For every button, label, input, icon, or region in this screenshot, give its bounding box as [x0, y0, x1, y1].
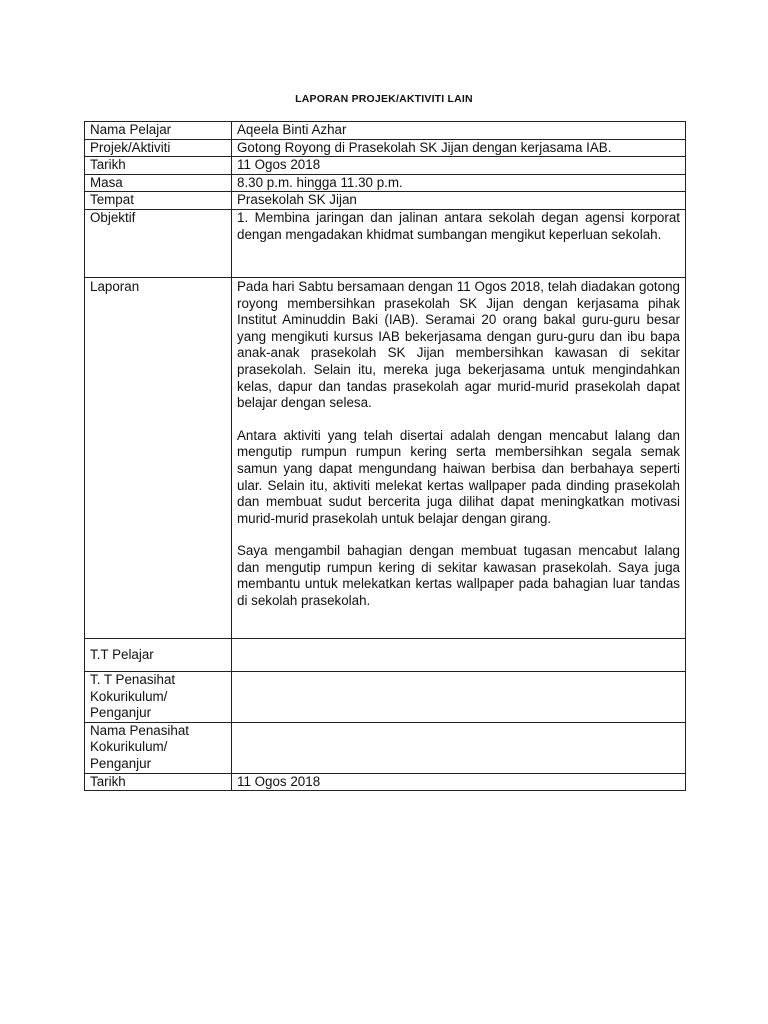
value-objektif: [232, 209, 686, 277]
value-nama-pelajar: Aqeela Binti Azhar: [232, 122, 686, 140]
label-objektif: Objektif: [85, 209, 232, 277]
objektif-text: 1. Membina jaringan dan jalinan antara sekolah degan agensi korporat dengan mengadakan khidmat sumbangan mengikut keperluan sekolah.: [237, 209, 680, 242]
row-projek: [85, 139, 686, 157]
page-title: LAPORAN PROJEK/AKTIVITI LAIN: [295, 93, 473, 105]
label-tarikh: Tarikh: [85, 157, 232, 175]
label-tt-pelajar: T.T Pelajar: [85, 638, 232, 671]
value-masa: 8.30 p.m. hingga 11.30 p.m.: [232, 174, 686, 192]
laporan-paragraph-3: Saya mengambil bahagian dengan membuat tugasan mencabut lalang dan mengutip rumpun kering di sekitar kawasan prasekolah. Saya juga membantu untuk melekatkan kertas wallpaper pada bahagian luar tandas di sekolah prasekolah.: [237, 543, 680, 609]
label-tarikh-akhir: Tarikh: [85, 773, 232, 791]
label-tt-penasihat: T. T Penasihat Kokurikulum/ Penganjur: [85, 671, 232, 722]
value-tarikh: 11 Ogos 2018: [232, 157, 686, 175]
label-tempat: Tempat: [85, 192, 232, 210]
row-nama-penasihat: [85, 722, 686, 773]
value-tempat: Prasekolah SK Jijan: [232, 192, 686, 210]
value-laporan: [232, 277, 686, 638]
row-nama-pelajar: [85, 122, 686, 140]
value-tt-penasihat: [232, 671, 686, 722]
value-nama-penasihat: [232, 722, 686, 773]
label-masa: Masa: [85, 174, 232, 192]
laporan-paragraph-1: Pada hari Sabtu bersamaan dengan 11 Ogos 2018, telah diadakan gotong royong membersihkan prasekolah SK Jijan dengan kerjasama pihak Institut Aminuddin Baki (IAB). Seramai 20 orang bakal guru-guru besar yang mengikuti kursus IAB bekerjasama dengan guru-guru dan ibu bapa anak-anak prasekolah SK Jijan membersihkan kawasan di sekitar prasekolah. Selain itu, mereka juga bekerjasama untuk mengindahkan kelas, dapur dan tandas prasekolah agar murid-murid prasekolah dapat belajar dengan selesa.: [237, 278, 680, 411]
laporan-paragraph-2: Antara aktiviti yang telah disertai adalah dengan mencabut lalang dan mengutip rumpun rumpun kering serta membersihkan segala semak samun yang dapat mengundang haiwan berbisa dan berbahaya seperti ular. Selain itu, aktiviti melekat kertas wallpaper pada dinding prasekolah dan membuat sudut bercerita juga dilihat dapat meningkatkan motivasi murid-murid prasekolah untuk belajar dengan girang.: [237, 427, 680, 526]
label-nama-penasihat: Nama Penasihat Kokurikulum/ Penganjur: [85, 722, 232, 773]
value-projek: Gotong Royong di Prasekolah SK Jijan dengan kerjasama IAB.: [232, 139, 686, 157]
row-tarikh-akhir: [85, 773, 686, 791]
row-objektif: [85, 209, 686, 277]
value-tt-pelajar: [232, 638, 686, 671]
label-nama-pelajar: Nama Pelajar: [85, 122, 232, 140]
report-table: [84, 121, 686, 791]
row-tt-penasihat: [85, 671, 686, 722]
label-projek: Projek/Aktiviti: [85, 139, 232, 157]
row-masa: [85, 174, 686, 192]
row-tarikh: [85, 157, 686, 175]
row-laporan: [85, 277, 686, 638]
row-tempat: [85, 192, 686, 210]
row-tt-pelajar: [85, 638, 686, 671]
label-laporan: Laporan: [85, 277, 232, 638]
value-tarikh-akhir: 11 Ogos 2018: [232, 773, 686, 791]
